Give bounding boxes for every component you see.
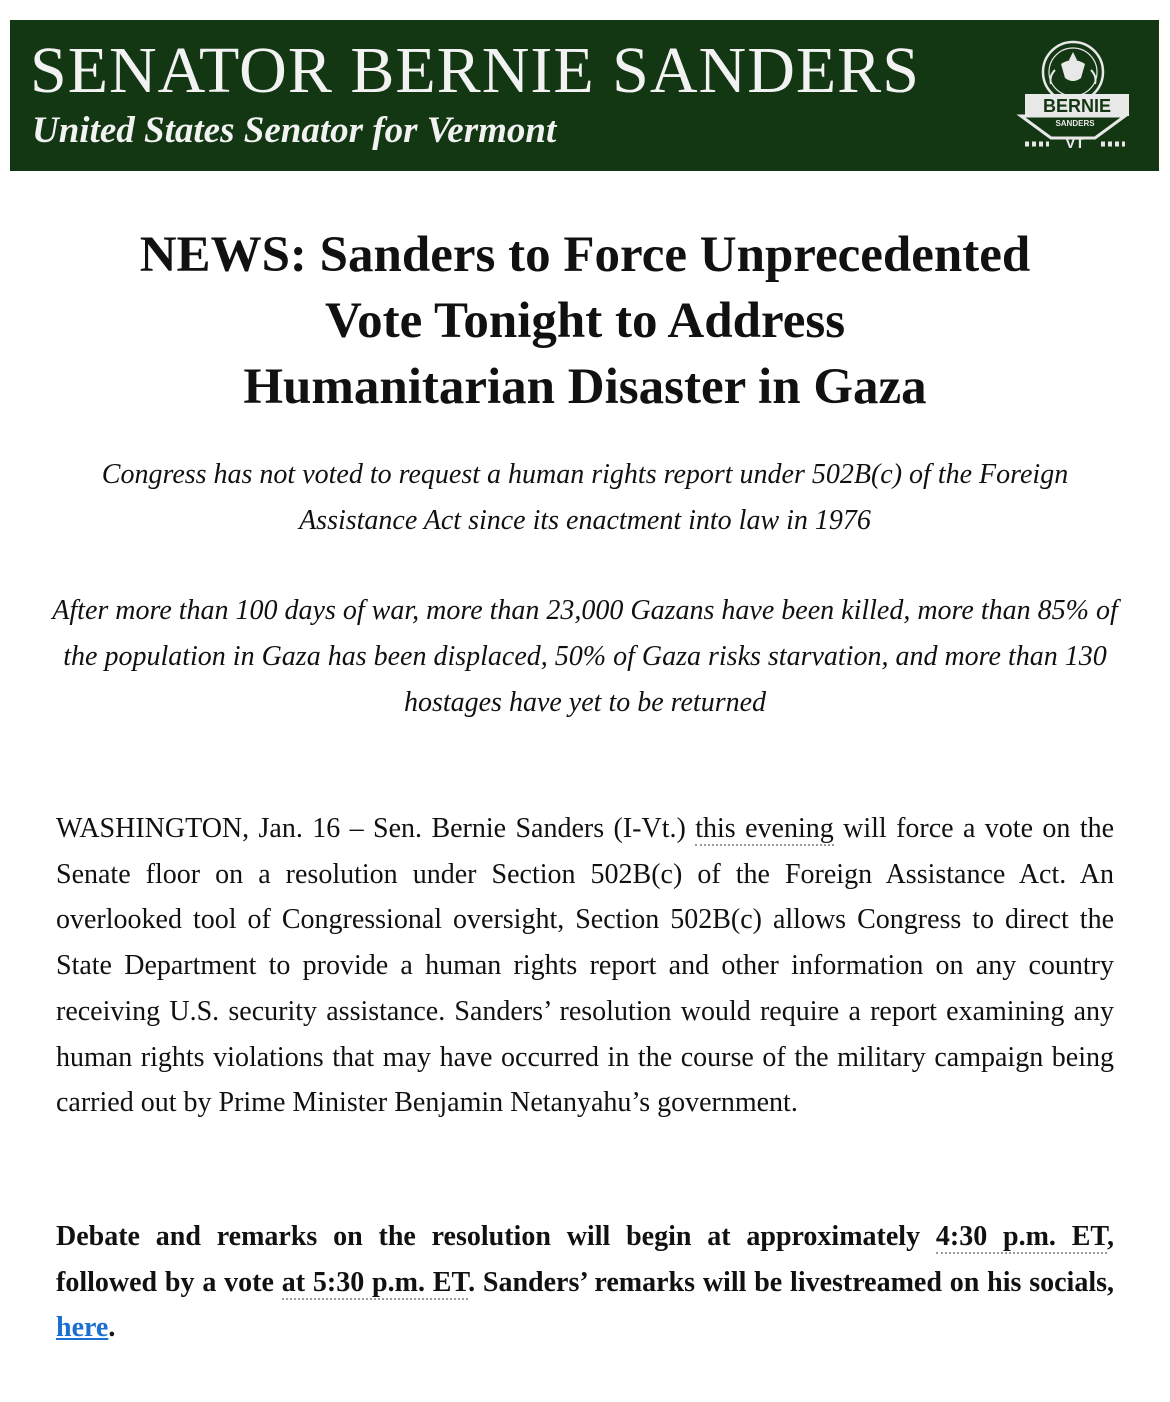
headline-line-1: NEWS: Sanders to Force Unprecedented: [139, 227, 1031, 283]
vote-time-highlight[interactable]: at 5:30 p.m. ET: [281, 1266, 469, 1298]
paragraph-1-text-b: will force a vote on the Senate floor on a resolution under Section 502B(c) of the Foreign Assistance Act. An overlooked tool of Congressional oversight, Section 502B(c) allows Congress to direct the State Department to provide a human rights report and other information on any country receiving U.S. security assistance. Sanders’ resolution would require a report examining any human rights violations that may have occurred in the course of the military campaign being carried out by Prime Minister Benjamin Netanyahu’s government.: [56, 813, 1115, 1119]
header-banner: [10, 20, 1159, 171]
headline-line-2: Vote Tonight to Address: [324, 293, 846, 349]
livestream-link[interactable]: here: [56, 1312, 109, 1344]
body-paragraph-2: [56, 1214, 1114, 1351]
paragraph-2-text-b: , followed by a vote: [56, 1221, 1115, 1298]
body-paragraph-1: [56, 806, 1114, 1126]
banner-subtitle: United States Senator for Vermont: [32, 110, 557, 151]
subheading-2: After more than 100 days of war, more than 23,000 Gazans have been killed, more than 85% of the population in Gaza has been displaced, 50% of Gaza risks starvation, and more than 130 hostages have yet to be returned: [52, 595, 1118, 718]
paragraph-2-text-a: Debate and remarks on the resolution will begin at approximately: [56, 1221, 936, 1252]
debate-time-highlight[interactable]: 4:30 p.m. ET: [935, 1221, 1108, 1252]
headline-line-3: Humanitarian Disaster in Gaza: [243, 359, 927, 415]
press-release-headline: [40, 222, 1130, 420]
svg-text:VT: VT: [1065, 135, 1085, 152]
date-time-highlight[interactable]: this evening: [695, 813, 834, 844]
svg-text:SANDERS: SANDERS: [1055, 119, 1095, 128]
paragraph-2-text-c: . Sanders’ remarks will be livestreamed on his socials,: [468, 1266, 1115, 1298]
paragraph-2-end: .: [108, 1312, 116, 1344]
senate-seal-logo: [1015, 34, 1145, 160]
banner-title: SENATOR BERNIE SANDERS: [30, 34, 920, 107]
paragraph-1-text-a: WASHINGTON, Jan. 16 – Sen. Bernie Sanders (I-Vt.): [56, 813, 696, 844]
subheading-1: Congress has not voted to request a human rights report under 502B(c) of the Foreign Assistance Act since its enactment into law in 1976: [101, 459, 1069, 536]
svg-text:BERNIE: BERNIE: [1042, 96, 1112, 116]
